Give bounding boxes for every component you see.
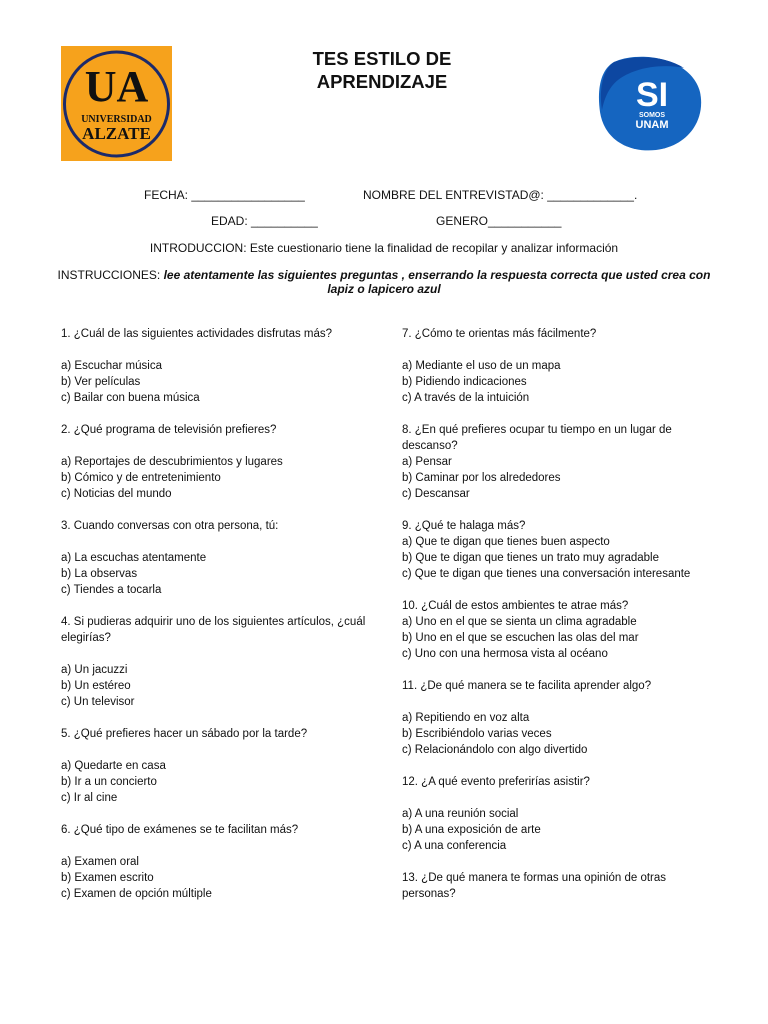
option-list [402, 806, 702, 854]
introduction-text: INTRODUCCION: Este cuestionario tiene la finalidad de recopilar y analizar información [149, 241, 619, 255]
question-text [402, 422, 702, 454]
answer-option[interactable]: b) Un estéreo [61, 680, 131, 692]
spacer [61, 806, 367, 822]
option-list [61, 854, 367, 902]
edad-field[interactable]: EDAD: __________ [211, 214, 318, 228]
question-block [61, 326, 367, 422]
option-list [402, 358, 702, 406]
answer-option[interactable]: b) Examen escrito [61, 872, 154, 884]
question-text [402, 678, 702, 694]
answer-option[interactable]: b) La observas [61, 568, 138, 580]
universidad-alzate-logo [61, 46, 172, 161]
alzate-line1: UNIVERSIDAD [81, 114, 152, 125]
option-list [402, 454, 702, 502]
spacer [402, 582, 702, 598]
answer-option[interactable]: c) Bailar con buena música [61, 392, 200, 404]
question-line: 10. ¿Cuál de estos ambientes te atrae más? [402, 600, 629, 612]
question-line: 6. ¿Qué tipo de exámenes se te facilitan más? [61, 824, 299, 836]
question-block [61, 822, 367, 902]
spacer [402, 854, 702, 870]
nombre-field[interactable]: NOMBRE DEL ENTREVISTAD@: _____________. [363, 188, 638, 202]
question-text [61, 518, 367, 534]
question-text [402, 774, 702, 790]
answer-option[interactable]: a) A una reunión social [402, 808, 519, 820]
option-list [61, 358, 367, 406]
question-block [402, 326, 702, 422]
spacer [402, 790, 702, 806]
answer-option[interactable]: a) La escuchas atentamente [61, 552, 207, 564]
spacer [61, 502, 367, 518]
question-text [61, 326, 367, 342]
question-block [402, 678, 702, 774]
spacer [402, 694, 702, 710]
answer-option[interactable]: b) Ir a un concierto [61, 776, 157, 788]
spacer [402, 406, 702, 422]
answer-option[interactable]: c) Examen de opción múltiple [61, 888, 212, 900]
title-line2: APRENDIZAJE [316, 71, 448, 92]
answer-option[interactable]: b) Escribiéndolo varias veces [402, 728, 552, 740]
question-line: 12. ¿A qué evento preferirías asistir? [402, 776, 590, 788]
question-block [402, 598, 702, 678]
question-text [402, 598, 702, 614]
answer-option[interactable]: c) Tiendes a tocarla [61, 584, 162, 596]
answer-option[interactable]: c) Ir al cine [61, 792, 118, 804]
fecha-field[interactable]: FECHA: _________________ [144, 188, 305, 202]
question-block [402, 774, 702, 870]
question-text [402, 518, 702, 534]
spacer [402, 758, 702, 774]
question-line: 4. Si pudieras adquirir uno de los siguientes artículos, ¿cuál [61, 616, 366, 628]
answer-option[interactable]: b) Uno en el que se escuchen las olas del mar [402, 632, 639, 644]
option-list [61, 550, 367, 598]
question-line: elegirías? [61, 632, 111, 644]
spacer [61, 406, 367, 422]
page-title [250, 47, 514, 93]
spacer [61, 342, 367, 358]
question-line: 5. ¿Qué prefieres hacer un sábado por la tarde? [61, 728, 308, 740]
alzate-seal-graphic [61, 46, 172, 161]
si-somos-unam-logo [596, 54, 704, 152]
spacer [61, 534, 367, 550]
answer-option[interactable]: a) Quedarte en casa [61, 760, 166, 772]
genero-field[interactable]: GENERO___________ [436, 214, 562, 228]
answer-option[interactable]: b) Ver películas [61, 376, 141, 388]
answer-option[interactable]: b) Cómico y de entretenimiento [61, 472, 221, 484]
question-line: 9. ¿Qué te halaga más? [402, 520, 526, 532]
question-block [61, 518, 367, 614]
question-line: 3. Cuando conversas con otra persona, tú: [61, 520, 279, 532]
spacer [61, 646, 367, 662]
spacer [61, 742, 367, 758]
answer-option[interactable]: a) Escuchar música [61, 360, 162, 372]
question-line: 1. ¿Cuál de las siguientes actividades disfrutas más? [61, 328, 333, 340]
spacer [61, 710, 367, 726]
alzate-letters: UA [84, 62, 149, 111]
spacer [402, 502, 702, 518]
question-line: 2. ¿Qué programa de televisión prefieres? [61, 424, 277, 436]
instructions [40, 268, 728, 296]
answer-option[interactable]: b) A una exposición de arte [402, 824, 541, 836]
answer-option[interactable]: c) Un televisor [61, 696, 135, 708]
answer-option[interactable]: b) Pidiendo indicaciones [402, 376, 527, 388]
question-line: 8. ¿En qué prefieres ocupar tu tiempo en un lugar de [402, 424, 672, 436]
spacer [61, 838, 367, 854]
spacer [61, 598, 367, 614]
answer-option[interactable]: b) Caminar por los alrededores [402, 472, 561, 484]
question-text [61, 822, 367, 838]
question-line: 7. ¿Cómo te orientas más fácilmente? [402, 328, 597, 340]
question-block [61, 422, 367, 518]
spacer [402, 342, 702, 358]
question-text [61, 422, 367, 438]
option-list [61, 758, 367, 806]
questions-right-column [402, 326, 702, 902]
question-text [61, 726, 367, 742]
instructions-line1: lee atentamente las siguientes preguntas , enserrando la respuesta correcta que usted crea con [163, 268, 711, 282]
title-line1: TES ESTILO DE [312, 48, 452, 69]
question-block [402, 422, 702, 518]
question-line: 11. ¿De qué manera se te facilita aprender algo? [402, 680, 652, 692]
answer-option[interactable]: a) Repitiendo en voz alta [402, 712, 530, 724]
answer-option[interactable]: c) Relacionándolo con algo divertido [402, 744, 588, 756]
alzate-line2: ALZATE [82, 124, 151, 143]
question-text [61, 614, 367, 646]
unam-badge-graphic [596, 54, 704, 152]
question-line: personas? [402, 888, 456, 900]
question-text [402, 870, 702, 902]
question-text [402, 326, 702, 342]
answer-option[interactable]: c) Noticias del mundo [61, 488, 172, 500]
question-block [402, 870, 702, 902]
unam-small2: UNAM [635, 119, 669, 131]
answer-option[interactable]: a) Mediante el uso de un mapa [402, 360, 561, 372]
spacer [61, 438, 367, 454]
answer-option[interactable]: c) A través de la intuición [402, 392, 530, 404]
answer-option[interactable]: c) Que te digan que tienes una conversación interesante [402, 568, 691, 580]
instructions-label: INSTRUCCIONES: [57, 268, 164, 282]
answer-option[interactable]: a) Pensar [402, 456, 452, 468]
question-block [61, 614, 367, 726]
unam-small1: SOMOS [638, 112, 666, 119]
answer-option[interactable]: b) Que te digan que tienes un trato muy agradable [402, 552, 660, 564]
answer-option[interactable]: a) Examen oral [61, 856, 139, 868]
option-list [402, 614, 702, 662]
unam-big-text: SI [635, 76, 669, 114]
option-list [61, 662, 367, 710]
option-list [402, 710, 702, 758]
answer-option[interactable]: a) Un jacuzzi [61, 664, 128, 676]
question-block [61, 726, 367, 822]
question-line: 13. ¿De qué manera te formas una opinión de otras [402, 872, 667, 884]
answer-option[interactable]: c) Uno con una hermosa vista al océano [402, 648, 608, 660]
question-block [402, 518, 702, 598]
answer-option[interactable]: a) Uno en el que se sienta un clima agradable [402, 616, 637, 628]
questions-left-column [61, 326, 367, 902]
option-list [402, 534, 702, 582]
answer-option[interactable]: a) Que te digan que tienes buen aspecto [402, 536, 610, 548]
instructions-line2: lapiz o lapicero azul [327, 282, 441, 296]
spacer [402, 662, 702, 678]
question-line: descanso? [402, 440, 458, 452]
answer-option[interactable]: c) Descansar [402, 488, 470, 500]
answer-option[interactable]: a) Reportajes de descubrimientos y lugares [61, 456, 283, 468]
option-list [61, 454, 367, 502]
answer-option[interactable]: c) A una conferencia [402, 840, 507, 852]
